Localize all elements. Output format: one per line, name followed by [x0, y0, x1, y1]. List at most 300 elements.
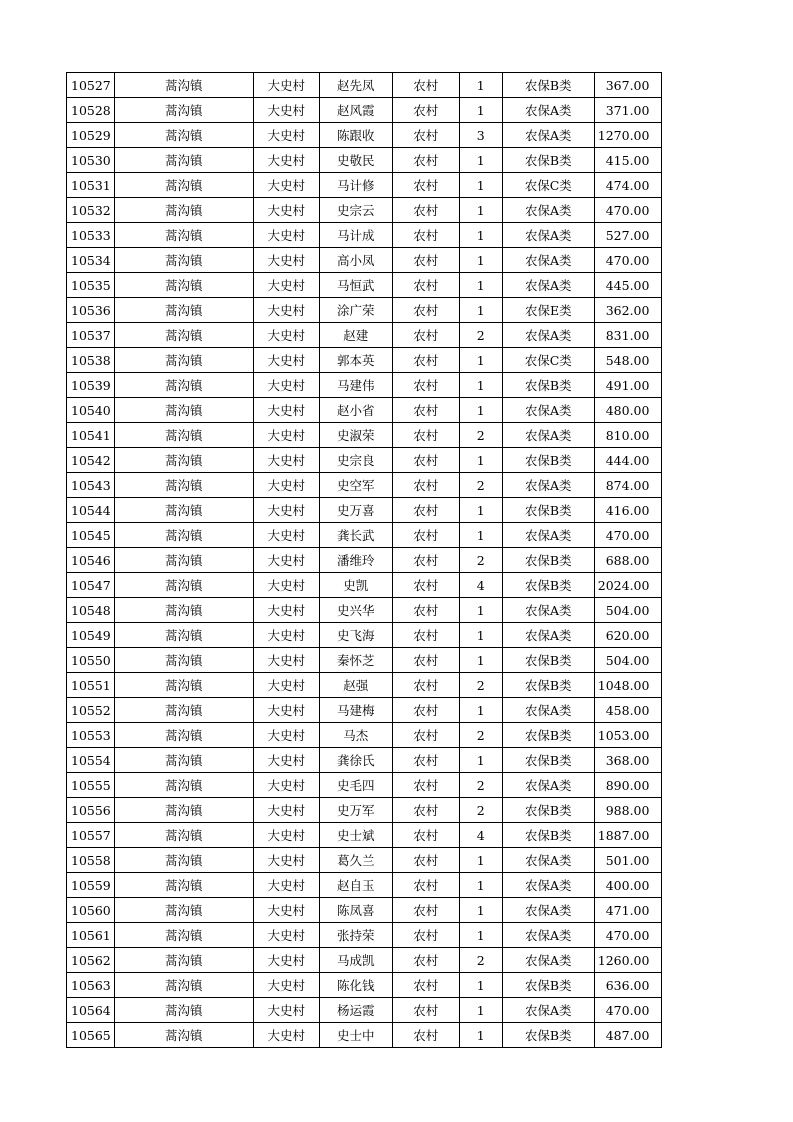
area-type-cell: 农村 [392, 1023, 459, 1048]
record-id-cell: 10538 [67, 348, 115, 373]
household-count-cell: 1 [459, 923, 502, 948]
village-cell: 大史村 [253, 323, 319, 348]
amount-cell: 367.00 [594, 73, 662, 98]
amount-cell: 988.00 [594, 798, 662, 823]
household-count-cell: 1 [459, 598, 502, 623]
insurance-category-cell: 农保A类 [502, 698, 594, 723]
table-row [67, 148, 662, 173]
table-row [67, 623, 662, 648]
table-row [67, 1023, 662, 1048]
person-name-cell: 史淑荣 [319, 423, 392, 448]
area-type-cell: 农村 [392, 523, 459, 548]
person-name-cell: 马成凯 [319, 948, 392, 973]
person-name-cell: 史兴华 [319, 598, 392, 623]
insurance-category-cell: 农保A类 [502, 873, 594, 898]
person-name-cell: 史空军 [319, 473, 392, 498]
village-cell: 大史村 [253, 523, 319, 548]
household-count-cell: 2 [459, 423, 502, 448]
town-cell: 蒿沟镇 [114, 348, 253, 373]
person-name-cell: 葛久兰 [319, 848, 392, 873]
village-cell: 大史村 [253, 398, 319, 423]
table-row [67, 648, 662, 673]
town-cell: 蒿沟镇 [114, 898, 253, 923]
area-type-cell: 农村 [392, 323, 459, 348]
town-cell: 蒿沟镇 [114, 73, 253, 98]
insurance-category-cell: 农保B类 [502, 798, 594, 823]
area-type-cell: 农村 [392, 248, 459, 273]
household-count-cell: 1 [459, 173, 502, 198]
table-row [67, 523, 662, 548]
record-id-cell: 10541 [67, 423, 115, 448]
record-id-cell: 10561 [67, 923, 115, 948]
insurance-category-cell: 农保A类 [502, 223, 594, 248]
area-type-cell: 农村 [392, 573, 459, 598]
household-count-cell: 1 [459, 873, 502, 898]
person-name-cell: 赵自玉 [319, 873, 392, 898]
village-cell: 大史村 [253, 723, 319, 748]
table-row [67, 248, 662, 273]
record-id-cell: 10554 [67, 748, 115, 773]
table-row [67, 298, 662, 323]
amount-cell: 444.00 [594, 448, 662, 473]
table-row [67, 923, 662, 948]
household-count-cell: 1 [459, 98, 502, 123]
amount-cell: 501.00 [594, 848, 662, 873]
record-id-cell: 10536 [67, 298, 115, 323]
household-count-cell: 1 [459, 898, 502, 923]
village-cell: 大史村 [253, 623, 319, 648]
record-id-cell: 10530 [67, 148, 115, 173]
amount-cell: 487.00 [594, 1023, 662, 1048]
amount-cell: 810.00 [594, 423, 662, 448]
town-cell: 蒿沟镇 [114, 98, 253, 123]
village-cell: 大史村 [253, 648, 319, 673]
table-row [67, 998, 662, 1023]
insurance-category-cell: 农保B类 [502, 723, 594, 748]
household-count-cell: 2 [459, 673, 502, 698]
area-type-cell: 农村 [392, 348, 459, 373]
insurance-category-cell: 农保B类 [502, 448, 594, 473]
town-cell: 蒿沟镇 [114, 223, 253, 248]
town-cell: 蒿沟镇 [114, 998, 253, 1023]
table-row [67, 673, 662, 698]
record-id-cell: 10565 [67, 1023, 115, 1048]
table-row [67, 948, 662, 973]
amount-cell: 890.00 [594, 773, 662, 798]
town-cell: 蒿沟镇 [114, 323, 253, 348]
village-cell: 大史村 [253, 573, 319, 598]
person-name-cell: 龚徐氏 [319, 748, 392, 773]
record-id-cell: 10537 [67, 323, 115, 348]
insurance-category-cell: 农保A类 [502, 473, 594, 498]
household-count-cell: 2 [459, 323, 502, 348]
table-row [67, 323, 662, 348]
town-cell: 蒿沟镇 [114, 848, 253, 873]
insurance-category-cell: 农保A类 [502, 923, 594, 948]
amount-cell: 471.00 [594, 898, 662, 923]
insurance-category-cell: 农保B类 [502, 373, 594, 398]
person-name-cell: 赵先凤 [319, 73, 392, 98]
record-id-cell: 10532 [67, 198, 115, 223]
village-cell: 大史村 [253, 548, 319, 573]
person-name-cell: 龚长武 [319, 523, 392, 548]
insurance-category-cell: 农保B类 [502, 1023, 594, 1048]
household-count-cell: 1 [459, 348, 502, 373]
insurance-category-cell: 农保E类 [502, 298, 594, 323]
record-id-cell: 10547 [67, 573, 115, 598]
insurance-category-cell: 农保B类 [502, 673, 594, 698]
village-cell: 大史村 [253, 898, 319, 923]
table-row [67, 123, 662, 148]
area-type-cell: 农村 [392, 373, 459, 398]
insurance-category-cell: 农保B类 [502, 973, 594, 998]
record-id-cell: 10556 [67, 798, 115, 823]
person-name-cell: 陈凤喜 [319, 898, 392, 923]
person-name-cell: 马计修 [319, 173, 392, 198]
village-cell: 大史村 [253, 223, 319, 248]
insurance-category-cell: 农保B类 [502, 823, 594, 848]
table-row [67, 273, 662, 298]
area-type-cell: 农村 [392, 473, 459, 498]
table-row [67, 448, 662, 473]
area-type-cell: 农村 [392, 148, 459, 173]
household-count-cell: 1 [459, 973, 502, 998]
village-cell: 大史村 [253, 248, 319, 273]
amount-cell: 1260.00 [594, 948, 662, 973]
insurance-category-cell: 农保A类 [502, 423, 594, 448]
area-type-cell: 农村 [392, 648, 459, 673]
area-type-cell: 农村 [392, 273, 459, 298]
table-row [67, 873, 662, 898]
table-row [67, 798, 662, 823]
household-count-cell: 1 [459, 448, 502, 473]
insurance-category-cell: 农保B类 [502, 573, 594, 598]
village-cell: 大史村 [253, 823, 319, 848]
amount-cell: 470.00 [594, 923, 662, 948]
person-name-cell: 史毛四 [319, 773, 392, 798]
insurance-category-cell: 农保A类 [502, 773, 594, 798]
household-count-cell: 1 [459, 498, 502, 523]
person-name-cell: 郭本英 [319, 348, 392, 373]
record-id-cell: 10560 [67, 898, 115, 923]
area-type-cell: 农村 [392, 798, 459, 823]
person-name-cell: 高小凤 [319, 248, 392, 273]
person-name-cell: 潘维玲 [319, 548, 392, 573]
town-cell: 蒿沟镇 [114, 173, 253, 198]
village-cell: 大史村 [253, 798, 319, 823]
household-count-cell: 2 [459, 798, 502, 823]
amount-cell: 368.00 [594, 748, 662, 773]
household-count-cell: 4 [459, 823, 502, 848]
household-count-cell: 1 [459, 73, 502, 98]
person-name-cell: 史宗云 [319, 198, 392, 223]
village-cell: 大史村 [253, 998, 319, 1023]
person-name-cell: 史宗良 [319, 448, 392, 473]
table-row [67, 348, 662, 373]
table-body [67, 73, 662, 1048]
person-name-cell: 马杰 [319, 723, 392, 748]
record-id-cell: 10544 [67, 498, 115, 523]
household-count-cell: 2 [459, 723, 502, 748]
person-name-cell: 赵建 [319, 323, 392, 348]
table-row [67, 598, 662, 623]
household-count-cell: 1 [459, 523, 502, 548]
town-cell: 蒿沟镇 [114, 648, 253, 673]
village-cell: 大史村 [253, 173, 319, 198]
person-name-cell: 赵强 [319, 673, 392, 698]
record-id-cell: 10551 [67, 673, 115, 698]
area-type-cell: 农村 [392, 873, 459, 898]
area-type-cell: 农村 [392, 598, 459, 623]
insurance-category-cell: 农保A类 [502, 523, 594, 548]
insurance-category-cell: 农保A类 [502, 998, 594, 1023]
table-row [67, 748, 662, 773]
area-type-cell: 农村 [392, 98, 459, 123]
record-id-cell: 10559 [67, 873, 115, 898]
insurance-category-cell: 农保A类 [502, 898, 594, 923]
person-name-cell: 马建梅 [319, 698, 392, 723]
area-type-cell: 农村 [392, 823, 459, 848]
record-id-cell: 10543 [67, 473, 115, 498]
table-row [67, 173, 662, 198]
area-type-cell: 农村 [392, 73, 459, 98]
table-row [67, 373, 662, 398]
insurance-category-cell: 农保B类 [502, 498, 594, 523]
amount-cell: 831.00 [594, 323, 662, 348]
insurance-category-cell: 农保A类 [502, 848, 594, 873]
record-id-cell: 10558 [67, 848, 115, 873]
area-type-cell: 农村 [392, 923, 459, 948]
village-cell: 大史村 [253, 598, 319, 623]
household-count-cell: 1 [459, 198, 502, 223]
person-name-cell: 史士斌 [319, 823, 392, 848]
household-count-cell: 3 [459, 123, 502, 148]
village-cell: 大史村 [253, 198, 319, 223]
town-cell: 蒿沟镇 [114, 123, 253, 148]
village-cell: 大史村 [253, 873, 319, 898]
insurance-category-cell: 农保A类 [502, 948, 594, 973]
insurance-category-cell: 农保B类 [502, 748, 594, 773]
table-row [67, 773, 662, 798]
town-cell: 蒿沟镇 [114, 798, 253, 823]
amount-cell: 1887.00 [594, 823, 662, 848]
household-count-cell: 1 [459, 848, 502, 873]
table-row [67, 473, 662, 498]
amount-cell: 445.00 [594, 273, 662, 298]
village-cell: 大史村 [253, 748, 319, 773]
household-count-cell: 1 [459, 998, 502, 1023]
table-row [67, 823, 662, 848]
person-name-cell: 史飞海 [319, 623, 392, 648]
household-count-cell: 1 [459, 698, 502, 723]
record-id-cell: 10540 [67, 398, 115, 423]
village-cell: 大史村 [253, 1023, 319, 1048]
person-name-cell: 马恒武 [319, 273, 392, 298]
area-type-cell: 农村 [392, 748, 459, 773]
insurance-category-cell: 农保A类 [502, 248, 594, 273]
area-type-cell: 农村 [392, 498, 459, 523]
table-row [67, 398, 662, 423]
town-cell: 蒿沟镇 [114, 773, 253, 798]
household-count-cell: 1 [459, 248, 502, 273]
record-id-cell: 10534 [67, 248, 115, 273]
record-id-cell: 10562 [67, 948, 115, 973]
amount-cell: 470.00 [594, 998, 662, 1023]
amount-cell: 874.00 [594, 473, 662, 498]
village-cell: 大史村 [253, 98, 319, 123]
village-cell: 大史村 [253, 423, 319, 448]
household-count-cell: 1 [459, 648, 502, 673]
area-type-cell: 农村 [392, 548, 459, 573]
insurance-category-cell: 农保A类 [502, 398, 594, 423]
insurance-category-cell: 农保A类 [502, 123, 594, 148]
village-cell: 大史村 [253, 948, 319, 973]
area-type-cell: 农村 [392, 673, 459, 698]
amount-cell: 458.00 [594, 698, 662, 723]
record-id-cell: 10549 [67, 623, 115, 648]
record-id-cell: 10557 [67, 823, 115, 848]
insurance-category-cell: 农保B类 [502, 648, 594, 673]
insurance-category-cell: 农保B类 [502, 548, 594, 573]
record-id-cell: 10531 [67, 173, 115, 198]
village-cell: 大史村 [253, 848, 319, 873]
village-cell: 大史村 [253, 923, 319, 948]
amount-cell: 688.00 [594, 548, 662, 573]
person-name-cell: 杨运霞 [319, 998, 392, 1023]
person-name-cell: 史士中 [319, 1023, 392, 1048]
town-cell: 蒿沟镇 [114, 948, 253, 973]
table-row [67, 698, 662, 723]
village-cell: 大史村 [253, 973, 319, 998]
village-cell: 大史村 [253, 448, 319, 473]
insurance-category-cell: 农保C类 [502, 173, 594, 198]
table-row [67, 898, 662, 923]
person-name-cell: 马建伟 [319, 373, 392, 398]
table-row [67, 973, 662, 998]
area-type-cell: 农村 [392, 448, 459, 473]
area-type-cell: 农村 [392, 623, 459, 648]
household-count-cell: 1 [459, 273, 502, 298]
town-cell: 蒿沟镇 [114, 573, 253, 598]
person-name-cell: 马计成 [319, 223, 392, 248]
insurance-category-cell: 农保A类 [502, 623, 594, 648]
household-count-cell: 2 [459, 773, 502, 798]
household-count-cell: 1 [459, 148, 502, 173]
record-id-cell: 10552 [67, 698, 115, 723]
record-id-cell: 10563 [67, 973, 115, 998]
village-cell: 大史村 [253, 73, 319, 98]
record-id-cell: 10555 [67, 773, 115, 798]
table-row [67, 198, 662, 223]
area-type-cell: 农村 [392, 998, 459, 1023]
amount-cell: 636.00 [594, 973, 662, 998]
table-row [67, 98, 662, 123]
town-cell: 蒿沟镇 [114, 273, 253, 298]
area-type-cell: 农村 [392, 198, 459, 223]
table-row [67, 223, 662, 248]
person-name-cell: 史凯 [319, 573, 392, 598]
amount-cell: 474.00 [594, 173, 662, 198]
amount-cell: 504.00 [594, 598, 662, 623]
table-row [67, 498, 662, 523]
town-cell: 蒿沟镇 [114, 698, 253, 723]
town-cell: 蒿沟镇 [114, 723, 253, 748]
record-id-cell: 10546 [67, 548, 115, 573]
town-cell: 蒿沟镇 [114, 873, 253, 898]
household-count-cell: 1 [459, 398, 502, 423]
town-cell: 蒿沟镇 [114, 398, 253, 423]
town-cell: 蒿沟镇 [114, 423, 253, 448]
table-row [67, 423, 662, 448]
person-name-cell: 秦怀芝 [319, 648, 392, 673]
household-count-cell: 1 [459, 748, 502, 773]
person-name-cell: 史敬民 [319, 148, 392, 173]
area-type-cell: 农村 [392, 398, 459, 423]
household-count-cell: 1 [459, 623, 502, 648]
insurance-category-cell: 农保A类 [502, 323, 594, 348]
town-cell: 蒿沟镇 [114, 598, 253, 623]
amount-cell: 527.00 [594, 223, 662, 248]
village-cell: 大史村 [253, 498, 319, 523]
record-id-cell: 10564 [67, 998, 115, 1023]
insurance-category-cell: 农保A类 [502, 198, 594, 223]
amount-cell: 480.00 [594, 398, 662, 423]
amount-cell: 470.00 [594, 198, 662, 223]
record-id-cell: 10533 [67, 223, 115, 248]
person-name-cell: 张持荣 [319, 923, 392, 948]
record-id-cell: 10528 [67, 98, 115, 123]
village-cell: 大史村 [253, 373, 319, 398]
area-type-cell: 农村 [392, 698, 459, 723]
village-cell: 大史村 [253, 298, 319, 323]
amount-cell: 620.00 [594, 623, 662, 648]
area-type-cell: 农村 [392, 173, 459, 198]
area-type-cell: 农村 [392, 773, 459, 798]
town-cell: 蒿沟镇 [114, 198, 253, 223]
town-cell: 蒿沟镇 [114, 373, 253, 398]
person-name-cell: 陈跟收 [319, 123, 392, 148]
village-cell: 大史村 [253, 673, 319, 698]
village-cell: 大史村 [253, 123, 319, 148]
insurance-category-cell: 农保C类 [502, 348, 594, 373]
household-count-cell: 1 [459, 1023, 502, 1048]
amount-cell: 400.00 [594, 873, 662, 898]
record-id-cell: 10529 [67, 123, 115, 148]
amount-cell: 362.00 [594, 298, 662, 323]
town-cell: 蒿沟镇 [114, 823, 253, 848]
town-cell: 蒿沟镇 [114, 448, 253, 473]
area-type-cell: 农村 [392, 298, 459, 323]
town-cell: 蒿沟镇 [114, 523, 253, 548]
amount-cell: 504.00 [594, 648, 662, 673]
town-cell: 蒿沟镇 [114, 973, 253, 998]
village-cell: 大史村 [253, 148, 319, 173]
household-count-cell: 4 [459, 573, 502, 598]
area-type-cell: 农村 [392, 948, 459, 973]
record-id-cell: 10545 [67, 523, 115, 548]
household-count-cell: 2 [459, 473, 502, 498]
amount-cell: 548.00 [594, 348, 662, 373]
record-id-cell: 10548 [67, 598, 115, 623]
village-cell: 大史村 [253, 473, 319, 498]
village-cell: 大史村 [253, 773, 319, 798]
amount-cell: 2024.00 [594, 573, 662, 598]
person-name-cell: 赵风霞 [319, 98, 392, 123]
table-row [67, 848, 662, 873]
record-id-cell: 10553 [67, 723, 115, 748]
person-name-cell: 涂广荣 [319, 298, 392, 323]
amount-cell: 491.00 [594, 373, 662, 398]
